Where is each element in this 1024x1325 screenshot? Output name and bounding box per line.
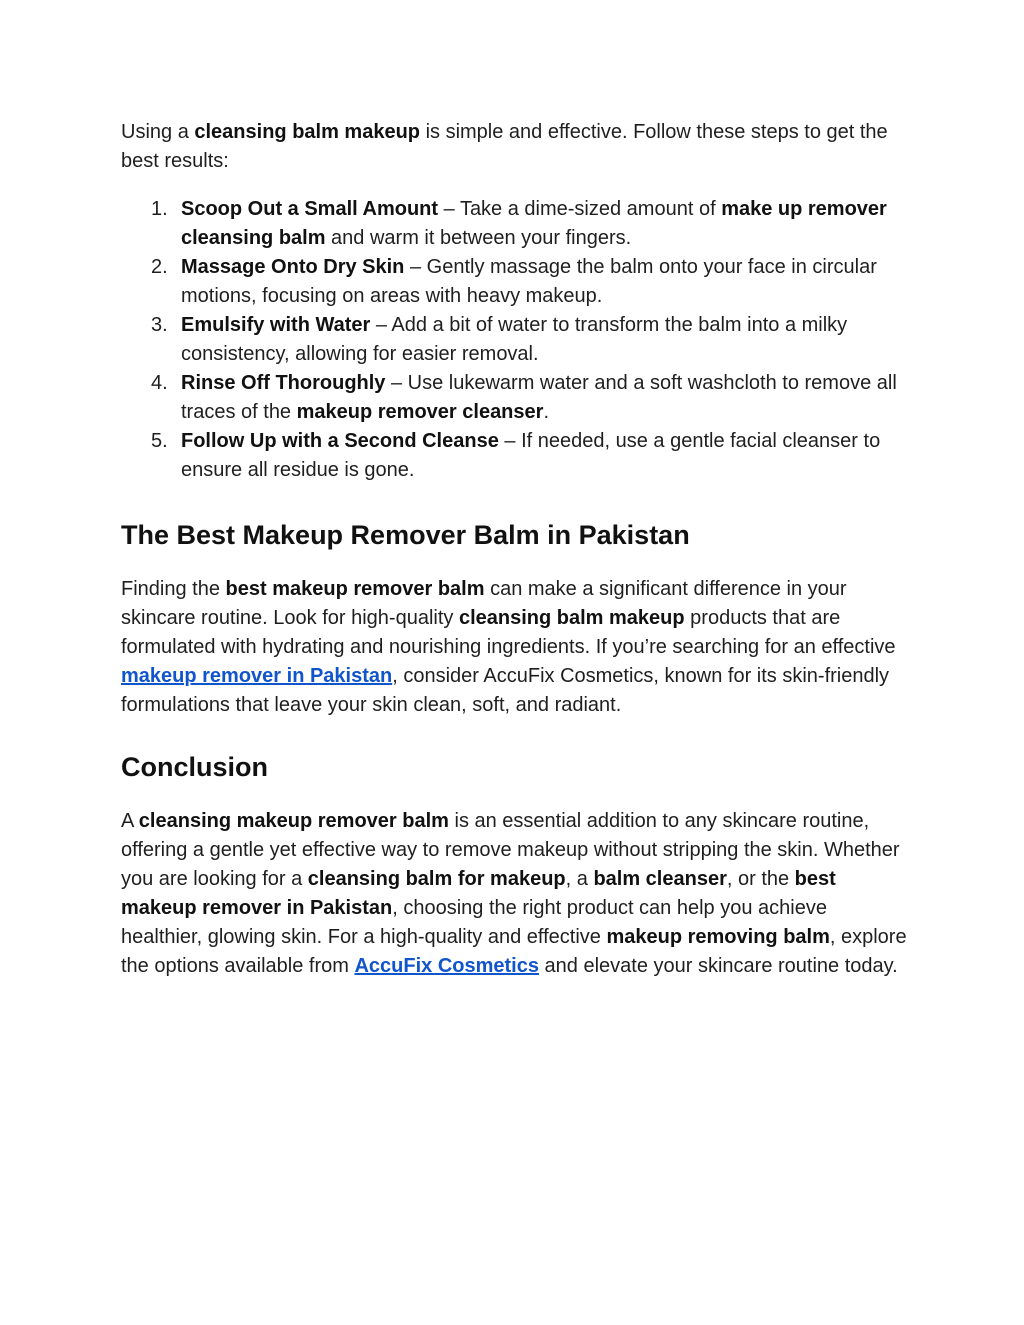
- conclusion-paragraph: A cleansing makeup remover balm is an essential addition to any skincare routine, offering a gentle yet effective way to remove makeup without stripping the skin. Whether you are looking for a cleansing balm for makeup, a balm cleanser, or the best makeup remover in Pakistan, choosing the right product can help you achieve healthier, glowing skin. For a high-quality and effective makeup removing balm, explore the options available from AccuFix Cosmetics and elevate your skincare routine today.: [121, 810, 907, 977]
- steps-list: [121, 195, 911, 485]
- list-number: 1.: [151, 198, 168, 220]
- list-number: 5.: [151, 430, 168, 452]
- list-item: 1. Scoop Out a Small Amount – Take a dime-sized amount of make up remover cleansing balm and warm it between your fingers.: [121, 195, 911, 253]
- conclusion-heading: Conclusion: [121, 752, 268, 782]
- accufix-cosmetics-link[interactable]: AccuFix Cosmetics: [354, 955, 539, 977]
- list-number: 2.: [151, 256, 168, 278]
- list-number: 4.: [151, 372, 168, 394]
- list-item: 3. Emulsify with Water – Add a bit of water to transform the balm into a milky consistency, allowing for easier removal.: [121, 311, 911, 369]
- best-balm-paragraph: Finding the best makeup remover balm can make a significant difference in your skincare routine. Look for high-quality cleansing balm makeup products that are formulated with hydrating and nourishing ingredients. If you’re searching for an effective makeup remover in Pakistan, consider AccuFix Cosmetics, known for its skin-friendly formulations that leave your skin clean, soft, and radiant.: [121, 578, 896, 716]
- list-item: 5. Follow Up with a Second Cleanse – If needed, use a gentle facial cleanser to ensure all residue is gone.: [121, 427, 911, 485]
- document-page: [121, 118, 911, 981]
- makeup-remover-pakistan-link[interactable]: makeup remover in Pakistan: [121, 665, 393, 687]
- list-item: 2. Massage Onto Dry Skin – Gently massage the balm onto your face in circular motions, focusing on areas with heavy makeup.: [121, 253, 911, 311]
- list-item: 4. Rinse Off Thoroughly – Use lukewarm water and a soft washcloth to remove all traces of the makeup remover cleanser.: [121, 369, 911, 427]
- list-number: 3.: [151, 314, 168, 336]
- intro-paragraph: Using a cleansing balm makeup is simple and effective. Follow these steps to get the best results:: [121, 121, 888, 172]
- best-balm-heading: The Best Makeup Remover Balm in Pakistan: [121, 520, 690, 550]
